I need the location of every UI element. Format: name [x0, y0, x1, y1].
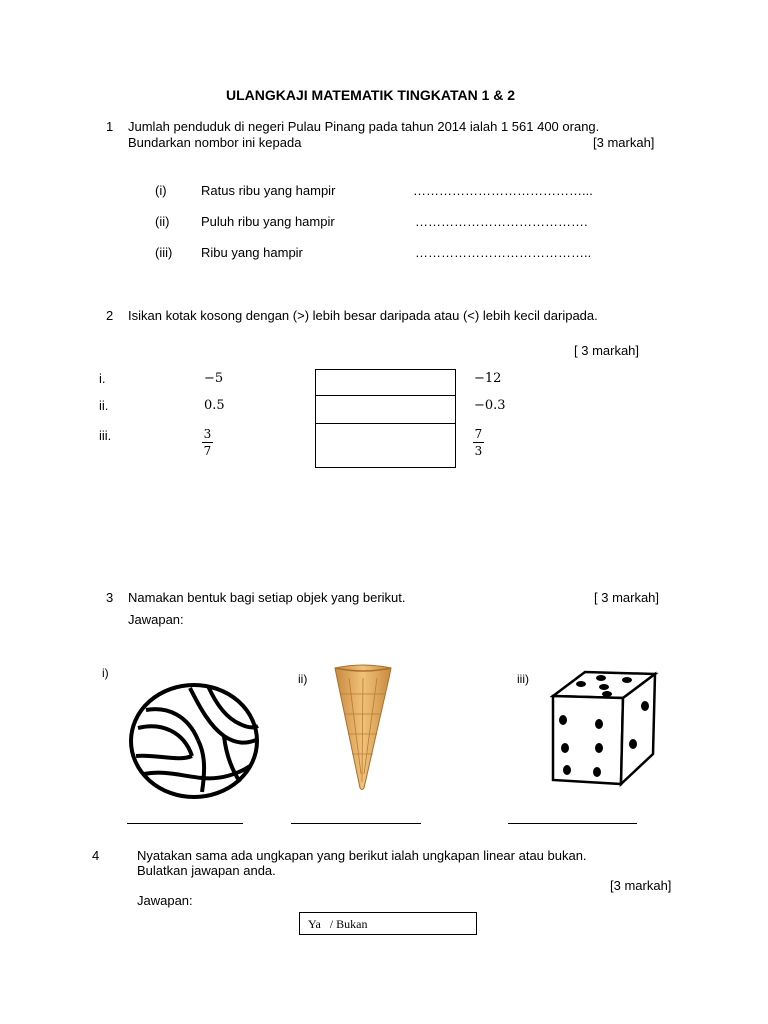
answer-box[interactable] [316, 424, 456, 468]
q2-right-fraction [473, 427, 484, 458]
dice-icon [549, 668, 659, 788]
q3-item-label: iii) [517, 672, 529, 686]
q3-number: 3 [106, 590, 114, 605]
q4-answer-choice-box[interactable] [299, 912, 477, 935]
q3-answer-label: Jawapan: [128, 612, 184, 627]
q1-part-text: Puluh ribu yang hampir [201, 214, 335, 229]
q1-text-line1: Jumlah penduduk di negeri Pulau Pinang pada tahun 2014 ialah 1 561 400 orang. [128, 119, 600, 134]
page-title: ULANGKAJI MATEMATIK TINGKATAN 1 & 2 [226, 87, 516, 103]
fraction-numerator: 7 [474, 427, 483, 441]
q4-text-line2: Bulatkan jawapan anda. [137, 863, 276, 878]
q2-right-value: −0.3 [474, 398, 506, 413]
q1-answer-blank[interactable]: ………………………………….. [415, 245, 592, 260]
q2-text: Isikan kotak kosong dengan (>) lebih besar daripada atau (<) lebih kecil daripada. [128, 308, 598, 323]
fraction-bar [473, 442, 484, 443]
q1-number: 1 [106, 119, 114, 134]
fraction-denominator: 3 [474, 444, 483, 458]
ice-cream-cone-icon [333, 664, 393, 792]
q4-text-line1: Nyatakan sama ada ungkapan yang berikut ialah ungkapan linear atau bukan. [137, 848, 587, 863]
q2-row-label: i. [99, 371, 106, 386]
q1-part-label: (ii) [155, 214, 170, 229]
q3-answer-line[interactable] [291, 823, 421, 824]
q4-number: 4 [92, 848, 100, 863]
q3-answer-line[interactable] [508, 823, 637, 824]
q3-marks: [ 3 markah] [594, 590, 660, 605]
q1-part-label: (i) [155, 183, 167, 198]
q4-choice-text[interactable]: Ya / Bukan [308, 917, 368, 931]
fraction-numerator: 3 [203, 427, 212, 441]
q1-marks: [3 markah] [593, 135, 655, 150]
answer-box[interactable] [316, 370, 456, 396]
q3-text: Namakan bentuk bagi setiap objek yang berikut. [128, 590, 406, 605]
answer-box[interactable] [316, 396, 456, 424]
q3-item-label: i) [102, 666, 109, 680]
q2-right-value: −12 [474, 371, 502, 386]
q4-marks: [3 markah] [610, 878, 672, 893]
q2-row-label: ii. [99, 398, 109, 413]
q2-left-fraction [202, 427, 213, 458]
q1-part-text: Ratus ribu yang hampir [201, 183, 336, 198]
q2-number: 2 [106, 308, 114, 323]
q1-part-label: (iii) [155, 245, 173, 260]
fraction-bar [202, 442, 213, 443]
q1-part-text: Ribu yang hampir [201, 245, 303, 260]
q2-marks: [ 3 markah] [574, 343, 640, 358]
q3-answer-line[interactable] [127, 823, 243, 824]
q1-answer-blank[interactable]: …………………………………. [415, 214, 588, 229]
q2-left-value: 0.5 [204, 398, 225, 413]
q4-answer-label: Jawapan: [137, 893, 193, 908]
q2-left-value: −5 [204, 371, 224, 386]
q3-item-label: ii) [298, 672, 308, 686]
volleyball-icon [128, 682, 260, 800]
fraction-denominator: 7 [203, 444, 212, 458]
q2-row-label: iii. [99, 428, 112, 443]
comparison-answer-boxes [315, 369, 456, 468]
q1-text-line2: Bundarkan nombor ini kepada [128, 135, 302, 150]
q1-answer-blank[interactable]: …………………………………... [413, 183, 593, 198]
